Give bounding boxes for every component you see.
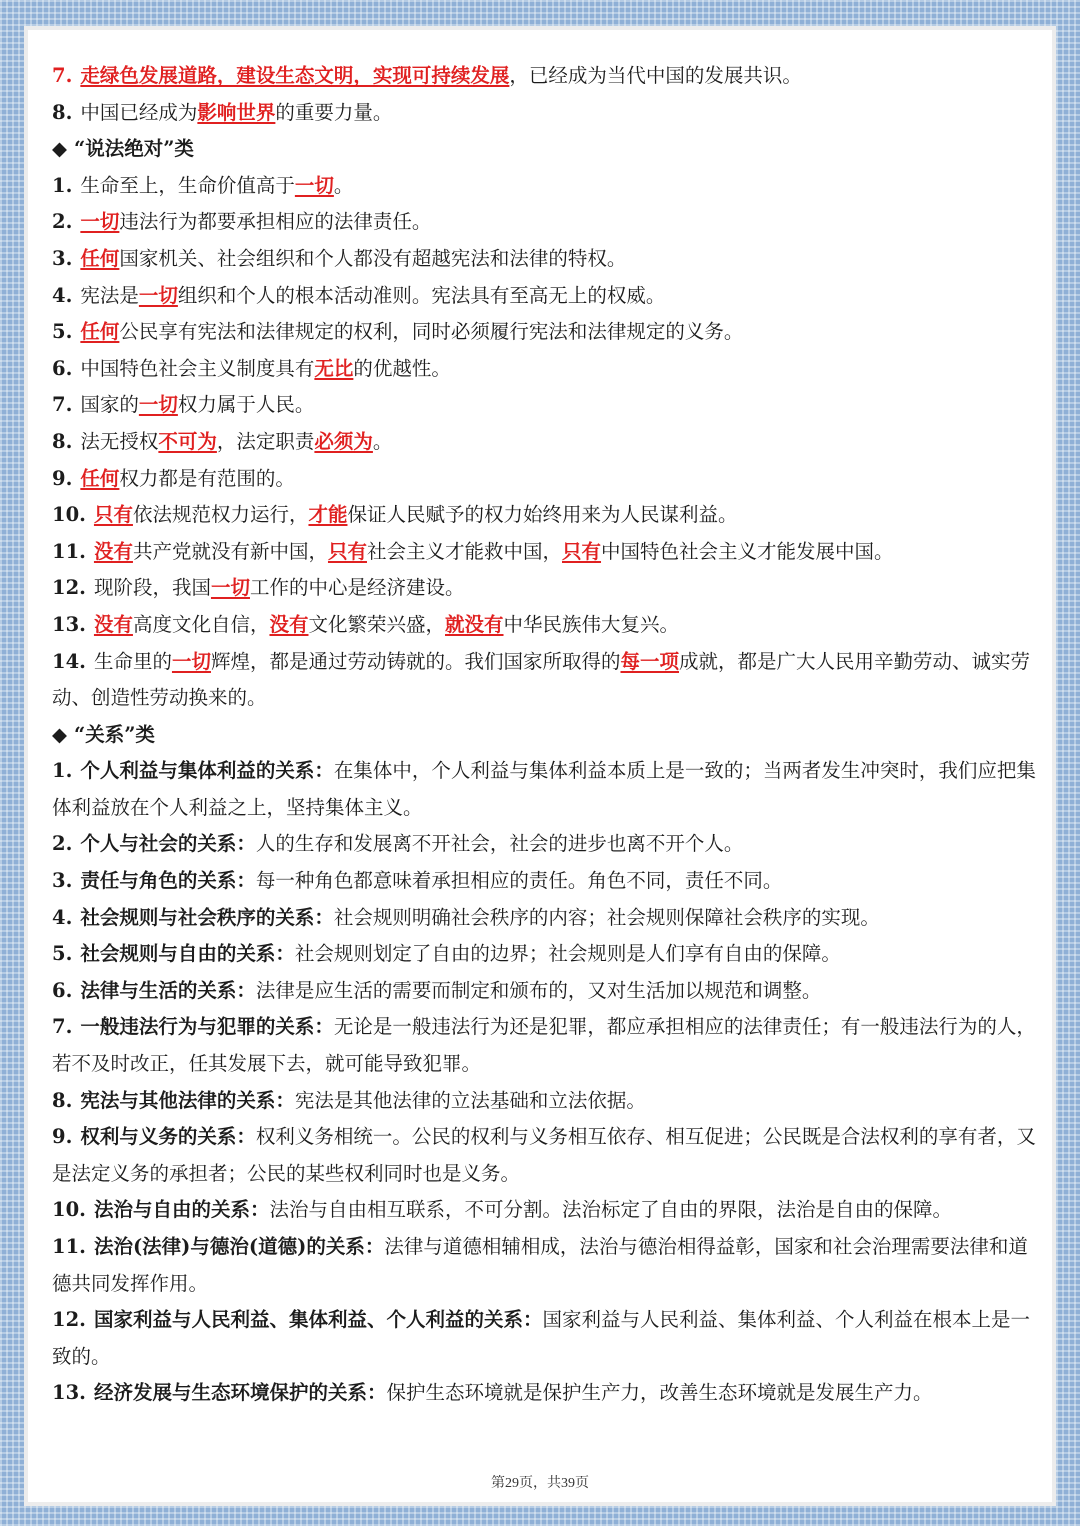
relation-title: 个人与社会的关系： xyxy=(80,832,256,856)
item-text: 高度文化自信， xyxy=(132,612,270,636)
emphasis-text: 走绿色发展道路，建设生态文明，实现可持续发展 xyxy=(80,64,510,87)
item-text: 依法规范权力运行， xyxy=(132,503,309,527)
item-number: 11. xyxy=(52,539,86,563)
emphasis-text: 每一项 xyxy=(620,649,679,673)
emphasis-text: 没有 xyxy=(93,539,133,563)
relation-title: 社会规则与社会秩序的关系： xyxy=(80,905,334,929)
section-relations-list xyxy=(52,753,1036,1412)
emphasis-text: 影响世界 xyxy=(197,100,276,124)
list-item xyxy=(52,1119,1036,1192)
list-item xyxy=(52,1375,1036,1412)
item-number: 4. xyxy=(52,905,73,929)
section-top xyxy=(52,58,1036,131)
item-number: 1. xyxy=(52,173,73,197)
heading-text: “关系”类 xyxy=(74,722,155,746)
item-text: 国家的 xyxy=(80,393,139,417)
item-number: 7. xyxy=(52,1015,73,1039)
item-text: 法律是应生活的需要而制定和颁布的，又对生活加以规范和调整。 xyxy=(255,978,822,1002)
section-absolute-list xyxy=(52,168,1036,717)
list-item xyxy=(52,314,1036,351)
item-text: 在集体中，个人利益与集体利益本质上是一致的；当两者发生冲突时，我们应把集体利益放在个人利益之上，坚持集体主义。 xyxy=(52,759,1036,819)
item-text: ，法定职责 xyxy=(216,429,315,453)
item-text: 。 xyxy=(372,429,393,453)
list-item xyxy=(52,95,1036,132)
item-text: 保证人民赋予的权力始终用来为人民谋利益。 xyxy=(347,503,738,527)
list-item xyxy=(52,826,1036,863)
relation-title: 社会规则与自由的关系： xyxy=(80,942,295,966)
item-number: 2. xyxy=(52,210,73,234)
list-item xyxy=(52,424,1036,461)
item-text: 权力都是有范围的。 xyxy=(119,466,295,490)
item-text: 国家利益与人民利益、集体利益、个人利益在根本上是一致的。 xyxy=(52,1308,1030,1368)
item-number: 13. xyxy=(52,612,86,636)
item-text: 中华民族伟大复兴。 xyxy=(503,612,680,636)
item-text: 法律与道德相辅相成，法治与德治相得益彰，国家和社会治理需要法律和道德共同发挥作用。 xyxy=(52,1235,1028,1295)
item-text: 公民享有宪法和法律规定的权利，同时必须履行宪法和法律规定的义务。 xyxy=(119,320,744,344)
item-text: 中国已经成为 xyxy=(80,100,198,124)
item-number: 10. xyxy=(52,1198,86,1222)
item-number: 5. xyxy=(52,320,73,344)
emphasis-text: 一切 xyxy=(294,173,334,197)
relation-title: 宪法与其他法律的关系： xyxy=(80,1088,295,1112)
item-text: 社会规则划定了自由的边界；社会规则是人们享有自由的保障。 xyxy=(294,942,841,966)
item-text: 共产党就没有新中国， xyxy=(132,539,328,563)
diamond-bullet-icon: ◆ xyxy=(52,137,67,161)
item-text: 生命至上，生命价值高于 xyxy=(80,173,295,197)
item-text: 社会主义才能救中国， xyxy=(366,539,562,563)
list-item xyxy=(52,570,1036,607)
section-heading-relations xyxy=(52,717,1036,754)
list-item xyxy=(52,351,1036,388)
item-number: 8. xyxy=(52,100,73,124)
item-number: 8. xyxy=(52,429,73,453)
page-number: 第29页，共39页 xyxy=(491,1476,589,1491)
emphasis-text: 必须为 xyxy=(314,429,373,453)
list-item xyxy=(52,607,1036,644)
emphasis-text: 就没有 xyxy=(445,612,504,636)
item-number: 11. xyxy=(52,1235,86,1258)
emphasis-text: 没有 xyxy=(93,612,133,636)
item-number: 2. xyxy=(52,832,73,856)
list-item xyxy=(52,1302,1036,1375)
item-number: 14. xyxy=(52,649,86,673)
page-content xyxy=(52,58,1036,1412)
item-text: 成就，都是广大人民用辛勤劳动、诚实劳动、创造性劳动换来的。 xyxy=(52,649,1031,710)
item-text: 中国特色社会主义才能发展中国。 xyxy=(601,539,894,563)
item-text: 保护生态环境就是保护生产力，改善生态环境就是发展生产力。 xyxy=(386,1381,933,1405)
item-number: 6. xyxy=(52,978,73,1002)
item-text: 生命里的 xyxy=(93,649,172,673)
item-text: 人的生存和发展离不开社会，社会的进步也离不开个人。 xyxy=(255,832,744,856)
item-number: 5. xyxy=(52,942,73,966)
relation-title: 一般违法行为与犯罪的关系： xyxy=(80,1015,334,1039)
relation-title: 权利与义务的关系： xyxy=(80,1125,256,1149)
list-item xyxy=(52,1229,1036,1302)
item-text: 文化繁荣兴盛， xyxy=(308,612,445,636)
emphasis-text: 只有 xyxy=(327,539,367,563)
emphasis-text: 一切 xyxy=(138,283,178,307)
item-number: 12. xyxy=(52,1308,86,1332)
item-number: 7. xyxy=(52,393,73,417)
list-item xyxy=(52,936,1036,973)
list-item xyxy=(52,1083,1036,1120)
relation-title: 经济发展与生态环境保护的关系： xyxy=(93,1381,387,1405)
item-text: 无论是一般违法行为还是犯罪，都应承担相应的法律责任；有一般违法行为的人，若不及时改正，任其发展下去，就可能导致犯罪。 xyxy=(52,1015,1036,1076)
section-heading-absolute xyxy=(52,131,1036,168)
item-text: 现阶段，我国 xyxy=(93,576,211,600)
emphasis-text: 只有 xyxy=(562,539,602,563)
item-text: 组织和个人的根本活动准则。宪法具有至高无上的权威。 xyxy=(177,283,666,307)
item-number: 13. xyxy=(52,1381,86,1405)
item-number: 4. xyxy=(52,283,73,307)
item-text: 工作的中心是经济建设。 xyxy=(249,576,465,600)
item-number: 1. xyxy=(52,759,73,783)
list-item xyxy=(52,387,1036,424)
emphasis-text: 没有 xyxy=(269,612,309,636)
item-text: 中国特色社会主义制度具有 xyxy=(80,356,315,380)
list-item xyxy=(52,241,1036,278)
emphasis-text: 任何 xyxy=(80,246,120,270)
list-item xyxy=(52,497,1036,534)
item-text: 每一种角色都意味着承担相应的责任。角色不同，责任不同。 xyxy=(255,869,783,893)
document-page xyxy=(24,26,1056,1506)
list-item xyxy=(52,461,1036,498)
item-text: 法无授权 xyxy=(80,429,159,453)
list-item xyxy=(52,534,1036,571)
item-text: 社会规则明确社会秩序的内容；社会规则保障社会秩序的实现。 xyxy=(333,905,880,929)
emphasis-text: 一切 xyxy=(210,576,250,600)
item-text: 。 xyxy=(333,173,354,197)
item-text: 法治与自由相互联系，不可分割。法治标定了自由的界限，法治是自由的保障。 xyxy=(269,1198,952,1222)
emphasis-text: 才能 xyxy=(308,503,348,527)
emphasis-text: 任何 xyxy=(80,466,120,490)
list-item xyxy=(52,900,1036,937)
item-text: 宪法是 xyxy=(80,283,139,307)
item-number: 3. xyxy=(52,246,73,270)
item-text: 宪法是其他法律的立法基础和立法依据。 xyxy=(294,1088,646,1112)
item-text: 权力属于人民。 xyxy=(177,393,315,417)
emphasis-text: 一切 xyxy=(138,393,178,417)
list-item xyxy=(52,168,1036,205)
item-number: 8. xyxy=(52,1088,73,1112)
item-text: 的优越性。 xyxy=(353,356,451,380)
list-item xyxy=(52,58,1036,95)
emphasis-text: 不可为 xyxy=(158,429,217,453)
list-item xyxy=(52,204,1036,241)
item-number: 12. xyxy=(52,576,86,600)
item-number: 6. xyxy=(52,356,73,380)
emphasis-text: 一切 xyxy=(171,649,211,673)
emphasis-text: 任何 xyxy=(80,320,120,344)
item-number: 9. xyxy=(52,1125,73,1149)
list-item xyxy=(52,1009,1036,1082)
emphasis-text: 只有 xyxy=(93,503,133,527)
heading-text: “说法绝对”类 xyxy=(74,137,194,161)
item-number: 10. xyxy=(52,503,86,527)
item-text: 的重要力量。 xyxy=(275,100,393,124)
list-item xyxy=(52,753,1036,826)
relation-title: 国家利益与人民利益、集体利益、个人利益的关系： xyxy=(93,1308,543,1332)
item-number: 3. xyxy=(52,869,73,893)
diamond-bullet-icon: ◆ xyxy=(52,722,67,746)
item-text: 违法行为都要承担相应的法律责任。 xyxy=(119,210,432,234)
relation-title: 法律与生活的关系： xyxy=(80,978,256,1002)
emphasis-text: 一切 xyxy=(80,210,120,234)
item-text: ，已经成为当代中国的发展共识。 xyxy=(509,64,802,87)
relation-title: 法治与自由的关系： xyxy=(93,1198,270,1222)
list-item xyxy=(52,1192,1036,1229)
item-number: 9. xyxy=(52,466,73,490)
item-number: 7. xyxy=(52,64,73,87)
list-item xyxy=(52,863,1036,900)
relation-title: 个人利益与集体利益的关系： xyxy=(80,759,334,783)
relation-title: 责任与角色的关系： xyxy=(80,869,256,893)
relation-title: 法治(法律)与德治(道德)的关系： xyxy=(93,1235,385,1258)
emphasis-text: 无比 xyxy=(314,356,354,380)
list-item xyxy=(52,278,1036,315)
list-item xyxy=(52,644,1036,717)
list-item xyxy=(52,973,1036,1010)
item-text: 国家机关、社会组织和个人都没有超越宪法和法律的特权。 xyxy=(119,246,627,270)
item-text: 权利义务相统一。公民的权利与义务相互依存、相互促进；公民既是合法权利的享有者，又是法定义务的承担者；公民的某些权利同时也是义务。 xyxy=(52,1125,1036,1185)
item-text: 辉煌，都是通过劳动铸就的。我们国家所取得的 xyxy=(210,649,621,673)
